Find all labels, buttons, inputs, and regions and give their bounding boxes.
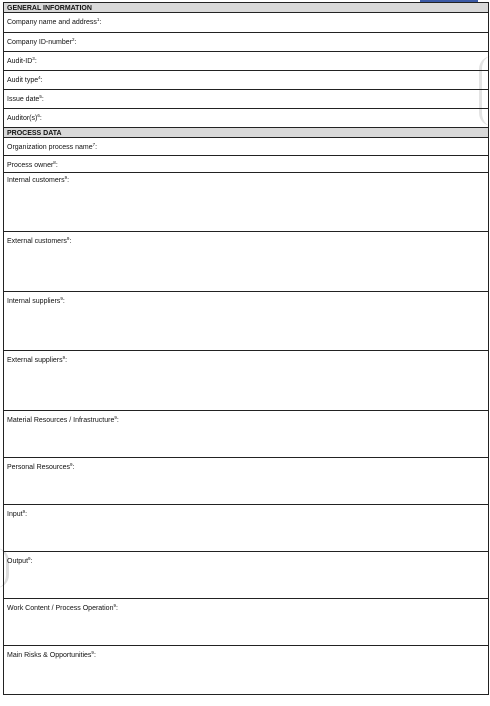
footnote-ref: 3: [32, 56, 35, 61]
field-company-name-address[interactable]: [4, 13, 488, 33]
field-suffix: :: [39, 115, 42, 122]
field-suffix: :: [116, 417, 119, 424]
field-suffix: :: [69, 238, 72, 245]
field-label: Internal customers: [7, 177, 65, 184]
field-label: Auditor(s): [7, 115, 38, 122]
field-label: Internal suppliers: [7, 298, 61, 305]
field-suffix: :: [62, 298, 65, 305]
field-label: Audit-ID: [7, 58, 33, 65]
field-process-owner[interactable]: [4, 156, 488, 173]
field-internal-customers[interactable]: [4, 173, 488, 232]
field-suffix: :: [30, 558, 33, 565]
field-company-id[interactable]: [4, 33, 488, 52]
field-external-customers[interactable]: [4, 232, 488, 292]
footnote-ref: 9: [70, 462, 73, 467]
footnote-ref: 9: [64, 175, 68, 180]
audit-form: [3, 2, 489, 695]
field-input[interactable]: [4, 505, 488, 552]
field-suffix: :: [93, 652, 96, 659]
field-label: Company name and address: [7, 19, 97, 26]
field-work-content[interactable]: [4, 599, 488, 646]
field-suffix: :: [41, 96, 44, 103]
field-label: Organization process name: [7, 144, 93, 151]
footnote-ref: 9: [22, 509, 26, 514]
field-label: Audit type: [7, 77, 39, 84]
field-label: Material Resources / Infrastructure: [7, 417, 115, 424]
footnote-ref: 8: [53, 160, 56, 165]
field-label: Issue date: [7, 96, 40, 103]
field-label: Main Risks & Opportunities: [7, 652, 92, 659]
footnote-ref: 9: [114, 415, 117, 420]
footnote-ref: 7: [92, 142, 96, 147]
field-external-suppliers[interactable]: [4, 351, 488, 411]
footnote-ref: 9: [66, 236, 70, 241]
field-suffix: :: [55, 162, 58, 169]
field-label: Input: [7, 511, 23, 518]
field-material-resources[interactable]: [4, 411, 488, 458]
field-suffix: :: [34, 58, 37, 65]
field-personal-resources[interactable]: [4, 458, 488, 505]
footnote-ref: 9: [60, 296, 63, 301]
field-suffix: :: [67, 177, 70, 184]
field-suffix: :: [40, 77, 43, 84]
process-data-heading: [4, 128, 488, 138]
field-label: Output: [7, 558, 29, 565]
field-issue-date[interactable]: [4, 90, 488, 109]
field-internal-suppliers[interactable]: [4, 292, 488, 351]
footnote-ref: 5: [39, 94, 42, 99]
field-main-risks-opportunities[interactable]: [4, 646, 488, 695]
field-label: Personal Resources: [7, 464, 71, 471]
footnote-ref: 9: [28, 556, 31, 561]
field-organization-process-name[interactable]: [4, 138, 488, 156]
footnote-ref: 2: [71, 37, 75, 42]
footnote-ref: 9: [113, 603, 116, 608]
field-label: Work Content / Process Operation: [7, 605, 114, 612]
field-suffix: :: [95, 144, 98, 151]
section-title: GENERAL INFORMATION: [7, 5, 92, 12]
footnote-ref: 9: [62, 355, 66, 360]
field-suffix: :: [99, 19, 102, 26]
field-suffix: :: [116, 605, 118, 612]
footnote-ref: 9: [91, 650, 94, 655]
field-suffix: :: [72, 464, 75, 471]
field-suffix: :: [25, 511, 28, 518]
field-suffix: :: [65, 357, 68, 364]
field-label: External suppliers: [7, 357, 63, 364]
field-audit-type[interactable]: [4, 71, 488, 90]
footnote-ref: 6: [37, 113, 40, 118]
field-label: Company ID-number: [7, 39, 72, 46]
section-title: PROCESS DATA: [7, 130, 62, 137]
field-auditors[interactable]: [4, 109, 488, 128]
general-information-heading: [4, 3, 488, 13]
field-audit-id[interactable]: [4, 52, 488, 71]
field-label: Process owner: [7, 162, 54, 169]
footnote-ref: 1: [96, 17, 100, 22]
field-suffix: :: [74, 39, 77, 46]
field-label: External customers: [7, 238, 67, 245]
field-output[interactable]: [4, 552, 488, 599]
footnote-ref: 4: [38, 75, 41, 80]
